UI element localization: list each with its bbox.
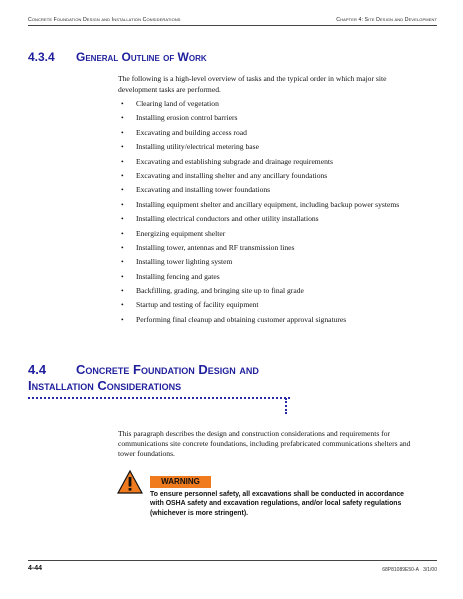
footer-rule: [28, 560, 437, 561]
task-list: [118, 99, 418, 329]
running-header-left: Concrete Foundation Design and Installation Considerations: [28, 17, 181, 23]
list-item: • Clearing land of vegetation: [118, 99, 418, 109]
doc-date: 3/1/00: [423, 567, 437, 573]
section-title-line1: Concrete Foundation Design and: [76, 362, 259, 377]
exclamation-warning-icon: [117, 470, 143, 494]
list-item: • Installing electrical conductors and other utility installations: [118, 214, 418, 224]
page-number: 4-44: [28, 565, 43, 572]
header-rule: [28, 25, 437, 26]
list-item: • Excavating and installing shelter and any ancillary foundations: [118, 171, 418, 181]
list-item: • Energizing equipment shelter: [118, 229, 418, 239]
section-title: General Outline of Work: [76, 50, 207, 64]
intro-paragraph: The following is a high-level overview of tasks and the typical order in which major site development tasks are performed.: [118, 74, 387, 94]
list-item: • Excavating and installing tower foundations: [118, 185, 418, 195]
list-item: • Installing tower, antennas and RF transmission lines: [118, 243, 418, 253]
list-item: • Startup and testing of facility equipment: [118, 300, 418, 310]
list-item: • Excavating and establishing subgrade and drainage requirements: [118, 157, 418, 167]
list-item: • Backfilling, grading, and bringing site up to final grade: [118, 286, 418, 296]
list-item: • Installing fencing and gates: [118, 272, 418, 282]
warning-text: To ensure personnel safety, all excavations shall be conducted in accordance with OSHA safety and excavation regulations, and/or local safety regulations (whichever is more stringent).: [150, 491, 405, 517]
body-paragraph: This paragraph describes the design and construction considerations and requirements for communications site concrete foundations, including prefabricated communications shelters and tower foundations.: [118, 429, 411, 458]
section-number: 4.4: [28, 362, 47, 377]
list-item: • Installing erosion control barriers: [118, 113, 418, 123]
list-item: • Installing utility/electrical metering base: [118, 142, 418, 152]
list-item: • Installing tower lighting system: [118, 257, 418, 267]
list-item: • Installing equipment shelter and ancillary equipment, including backup power systems: [118, 200, 418, 210]
dotted-rule: [28, 391, 290, 399]
warning-label: WARNING: [150, 476, 211, 488]
section-number: 4.3.4: [28, 50, 55, 64]
running-header-right: Chapter 4: Site Design and Development: [336, 17, 437, 23]
section-title-line2: Installation Considerations: [28, 378, 182, 393]
dotted-rule-vertical: [285, 398, 290, 414]
list-item: • Performing final cleanup and obtaining customer approval signatures: [118, 315, 418, 325]
list-item: • Excavating and building access road: [118, 128, 418, 138]
doc-id: 68P81089E50-A: [382, 567, 419, 573]
footer-doc-info: [382, 567, 437, 573]
